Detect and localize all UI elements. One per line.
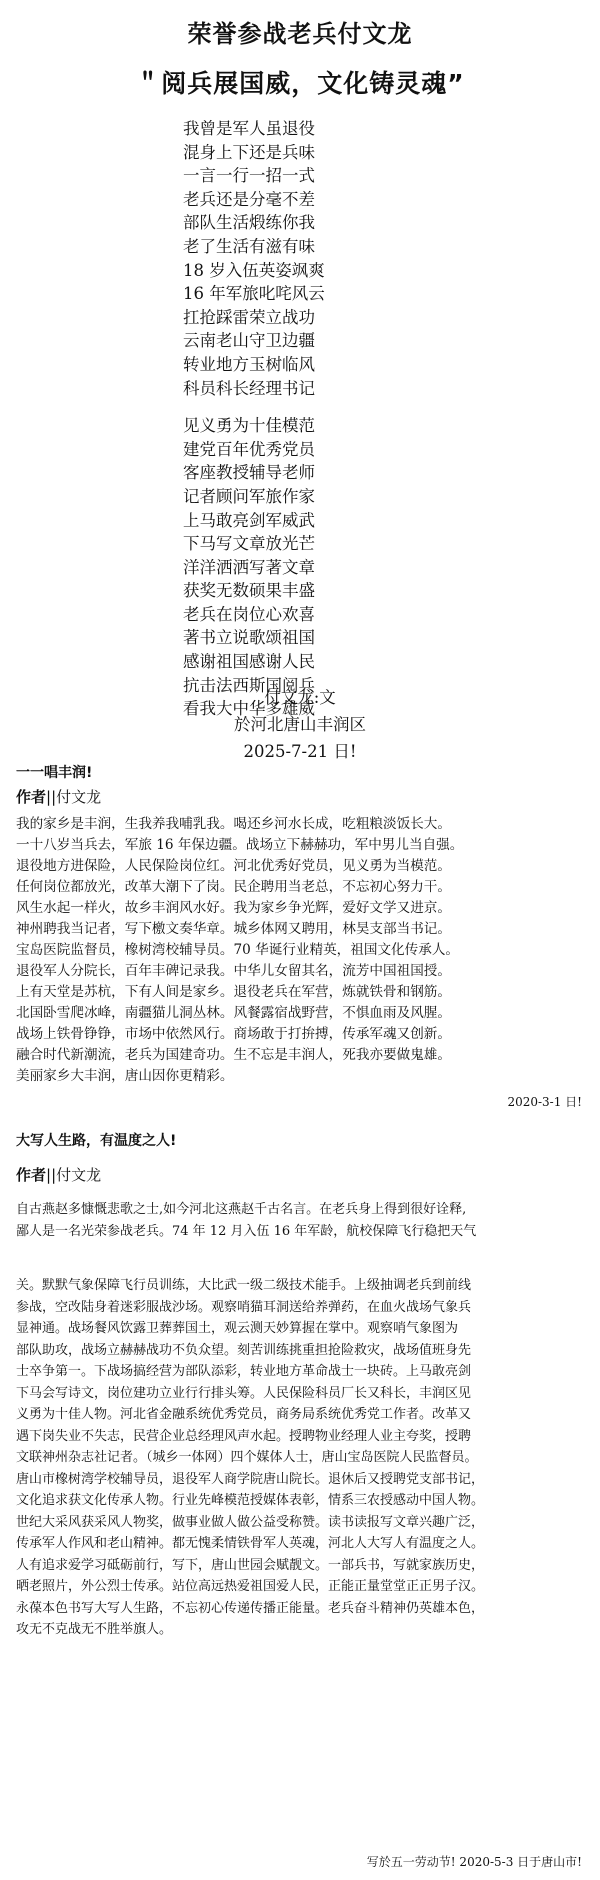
poem-line: 看我大中华多雄威 <box>183 699 315 719</box>
poem-line: 部队生活煅练你我 <box>183 213 315 233</box>
poem-line: 记者顾问军旅作家 <box>183 486 315 506</box>
text-line: 自古燕赵多慷慨悲歌之士,如今河北这燕赵千古名言。在老兵身上得到很好诠释, <box>16 1202 467 1217</box>
poem-line: 著书立说歌颂祖国 <box>183 628 315 648</box>
poem-line: 抗击法西斯国阅兵 <box>183 675 315 695</box>
author-separator: || <box>46 788 57 806</box>
text-line: 上有天堂是苏杭，下有人间是家乡。退役老兵在军营，炼就铁骨和钢筋。 <box>16 984 451 1000</box>
text-line: 融合时代新潮流，老兵为国建奇功。生不忘是丰润人，死我亦要做鬼雄。 <box>16 1047 451 1063</box>
text-line: 唐山市橡树湾学校辅导员，退役军人商学院唐山院长。退休后又授聘党支部书记， <box>16 1471 485 1487</box>
text-line: 任何岗位都放光，改革大潮下了岗。民企聘用当老总，不忘初心努力干。 <box>16 879 451 895</box>
text-line: 晒老照片，外公烈士传承。站位高远热爱祖国爱人民，正能正量堂堂正正男子汉。 <box>16 1579 485 1594</box>
text-line: 北国卧雪爬冰峰，南疆猫儿洞丛林。风餐露宿战野营，不惧血雨及风腥。 <box>16 1005 451 1021</box>
text-line: 退役地方进保险，人民保险岗位红。河北优秀好党员，见义勇为当模范。 <box>16 858 451 874</box>
text-line: 宝岛医院监督员，橡树湾校辅导员。70 华诞行业精英，祖国文化传承人。 <box>16 942 460 958</box>
text-line: 风生水起一样火，故乡丰润风水好。我为家乡争光辉，爱好文学又进京。 <box>16 900 451 916</box>
section-2-body <box>16 1275 586 1641</box>
section-1-body <box>16 814 588 1087</box>
section-2-date: 写於五一劳动节! 2020-5-3 日于唐山市! <box>366 1855 582 1869</box>
text-line: 世纪大采风获采风人物奖，做事业做人做公益受称赞。读书读报写文章兴趣广泛， <box>16 1514 485 1530</box>
poem-signature-date: 2025-7-21 日! <box>243 742 357 761</box>
text-line: 战场上铁骨铮铮，市场中依然风行。商场敢于打拚搏，传承军魂又创新。 <box>16 1026 451 1042</box>
section-1-author <box>16 786 101 807</box>
text-line: 文联神州杂志社记者。（城乡一体网）四个媒体人士，唐山宝岛医院人民监督员。 <box>16 1450 478 1465</box>
page-subtitle: ＂阅兵展国威，文化铸灵魂” <box>135 69 465 98</box>
section-1-heading: 一一唱丰润! <box>16 765 93 781</box>
poem-line: 上马敢亮剑军威武 <box>183 510 315 530</box>
section-2-heading: 大写人生路，有温度之人! <box>16 1133 177 1149</box>
poem-line: 16 年军旅叱咤风云 <box>183 284 325 304</box>
author-label: 作者 <box>16 788 47 806</box>
section-2-intro <box>16 1199 586 1242</box>
poem-stanza-2 <box>183 414 325 721</box>
section-2-author <box>16 1164 101 1185</box>
author-name: 付文龙 <box>56 788 102 806</box>
text-line: 遇下岗失业不失志，民营企业总经理风声水起。授聘物业经理人业主夸奖，授聘 <box>16 1428 472 1444</box>
text-line: 退役军人分院长，百年丰碑记录我。中华儿女留其名，流芳中国祖国授。 <box>16 963 451 979</box>
text-line: 永葆本色书写大写人生路，不忘初心传递传播正能量。老兵奋斗精神仍英雄本色， <box>16 1600 485 1616</box>
text-line: 参战，空改陆身着迷彩服战沙场。观察哨猫耳洞送给养弹药，在血火战场气象兵 <box>16 1299 472 1315</box>
poem-line: 混身上下还是兵味 <box>183 142 315 162</box>
text-line: 文化追求获文化传承人物。行业先峰模范授媒体表彰，情系三农授感动中国人物。 <box>16 1493 485 1508</box>
text-line: 显神通。战场餐风饮露卫葬葬国土，观云测天妙算握在掌中。观察哨气象图为 <box>16 1321 459 1336</box>
page-title: 荣誉参战老兵付文龙 <box>187 20 413 48</box>
text-line: 部队助攻，战场立赫赫战功不负众望。刻苦训练挑重担抢险救灾，战场值班身先 <box>16 1342 472 1358</box>
poem-line: 我曾是军人虽退役 <box>183 119 315 138</box>
author-name: 付文龙 <box>56 1166 102 1184</box>
poem-line: 下马写文章放光芒 <box>183 534 315 554</box>
poem-line: 一言一行一招一式 <box>183 166 315 186</box>
poem-line: 见义勇为十佳模范 <box>183 416 315 436</box>
poem-line: 老了生活有滋有味 <box>183 236 315 256</box>
poem-signature-place: 於河北唐山丰润区 <box>234 715 366 734</box>
poem <box>183 117 325 721</box>
text-line: 传承军人作风和老山精神。都无愧柔情铁骨军人英魂，河北人大写人有温度之人。 <box>16 1536 485 1551</box>
text-line: 义勇为十佳人物。河北省金融系统优秀党员，商务局系统优秀党工作者。改革又 <box>16 1407 472 1422</box>
text-line: 下马会写诗文，岗位建功立业行行排头筹。人民保险科员厂长又科长，丰润区见 <box>16 1385 472 1401</box>
text-line: 美丽家乡大丰润，唐山因你更精彩。 <box>16 1068 234 1084</box>
poem-line: 转业地方玉树临风 <box>183 354 315 374</box>
author-separator: || <box>46 1166 57 1184</box>
poem-signature-author: 付文龙:文 <box>264 688 336 707</box>
text-line: 攻无不克战无不胜举旗人。 <box>16 1622 173 1637</box>
text-line: 关。默默气象保障飞行员训练，大比武一级二级技术能手。上级抽调老兵到前线 <box>16 1278 472 1293</box>
poem-line: 老兵还是分毫不差 <box>183 189 315 209</box>
poem-line: 客座教授辅导老师 <box>183 463 315 483</box>
poem-line: 感谢祖国感谢人民 <box>183 652 315 672</box>
text-line: 人有追求爱学习砥砺前行，写下，唐山世园会赋靓文。一部兵书，写就家族历史， <box>16 1557 485 1573</box>
text-line: 士卒争第一。下战场搞经营为部队添彩，转业地方革命战士一块砖。上马敢亮剑 <box>16 1364 472 1379</box>
section-1-date: 2020-3-1 日! <box>507 1095 582 1109</box>
poem-line: 18 岁入伍英姿飒爽 <box>183 260 325 280</box>
poem-line: 云南老山守卫边疆 <box>183 331 315 351</box>
poem-line: 老兵在岗位心欢喜 <box>183 604 315 624</box>
text-line: 神州聘我当记者，写下檄文奏华章。城乡体网又聘用，林昊支部当书记。 <box>16 921 451 937</box>
poem-line: 洋洋洒洒写著文章 <box>183 557 315 577</box>
poem-line: 建党百年优秀党员 <box>183 439 315 459</box>
poem-line: 扛抢踩雷荣立战功 <box>183 307 315 327</box>
poem-line: 获奖无数硕果丰盛 <box>183 581 315 601</box>
text-line: 鄙人是一名光荣参战老兵。74 年 12 月入伍 16 年军龄，航校保障飞行稳把天气 <box>16 1223 477 1239</box>
poem-line: 科员科长经理书记 <box>183 378 315 398</box>
text-line: 一十八岁当兵去，军旅 16 年保边疆。战场立下赫赫功，军中男儿当自强。 <box>16 837 464 853</box>
author-label: 作者 <box>16 1166 47 1184</box>
poem-stanza-1 <box>183 117 325 400</box>
text-line: 我的家乡是丰润，生我养我哺乳我。喝还乡河水长成，吃粗粮淡饭长大。 <box>16 816 451 832</box>
